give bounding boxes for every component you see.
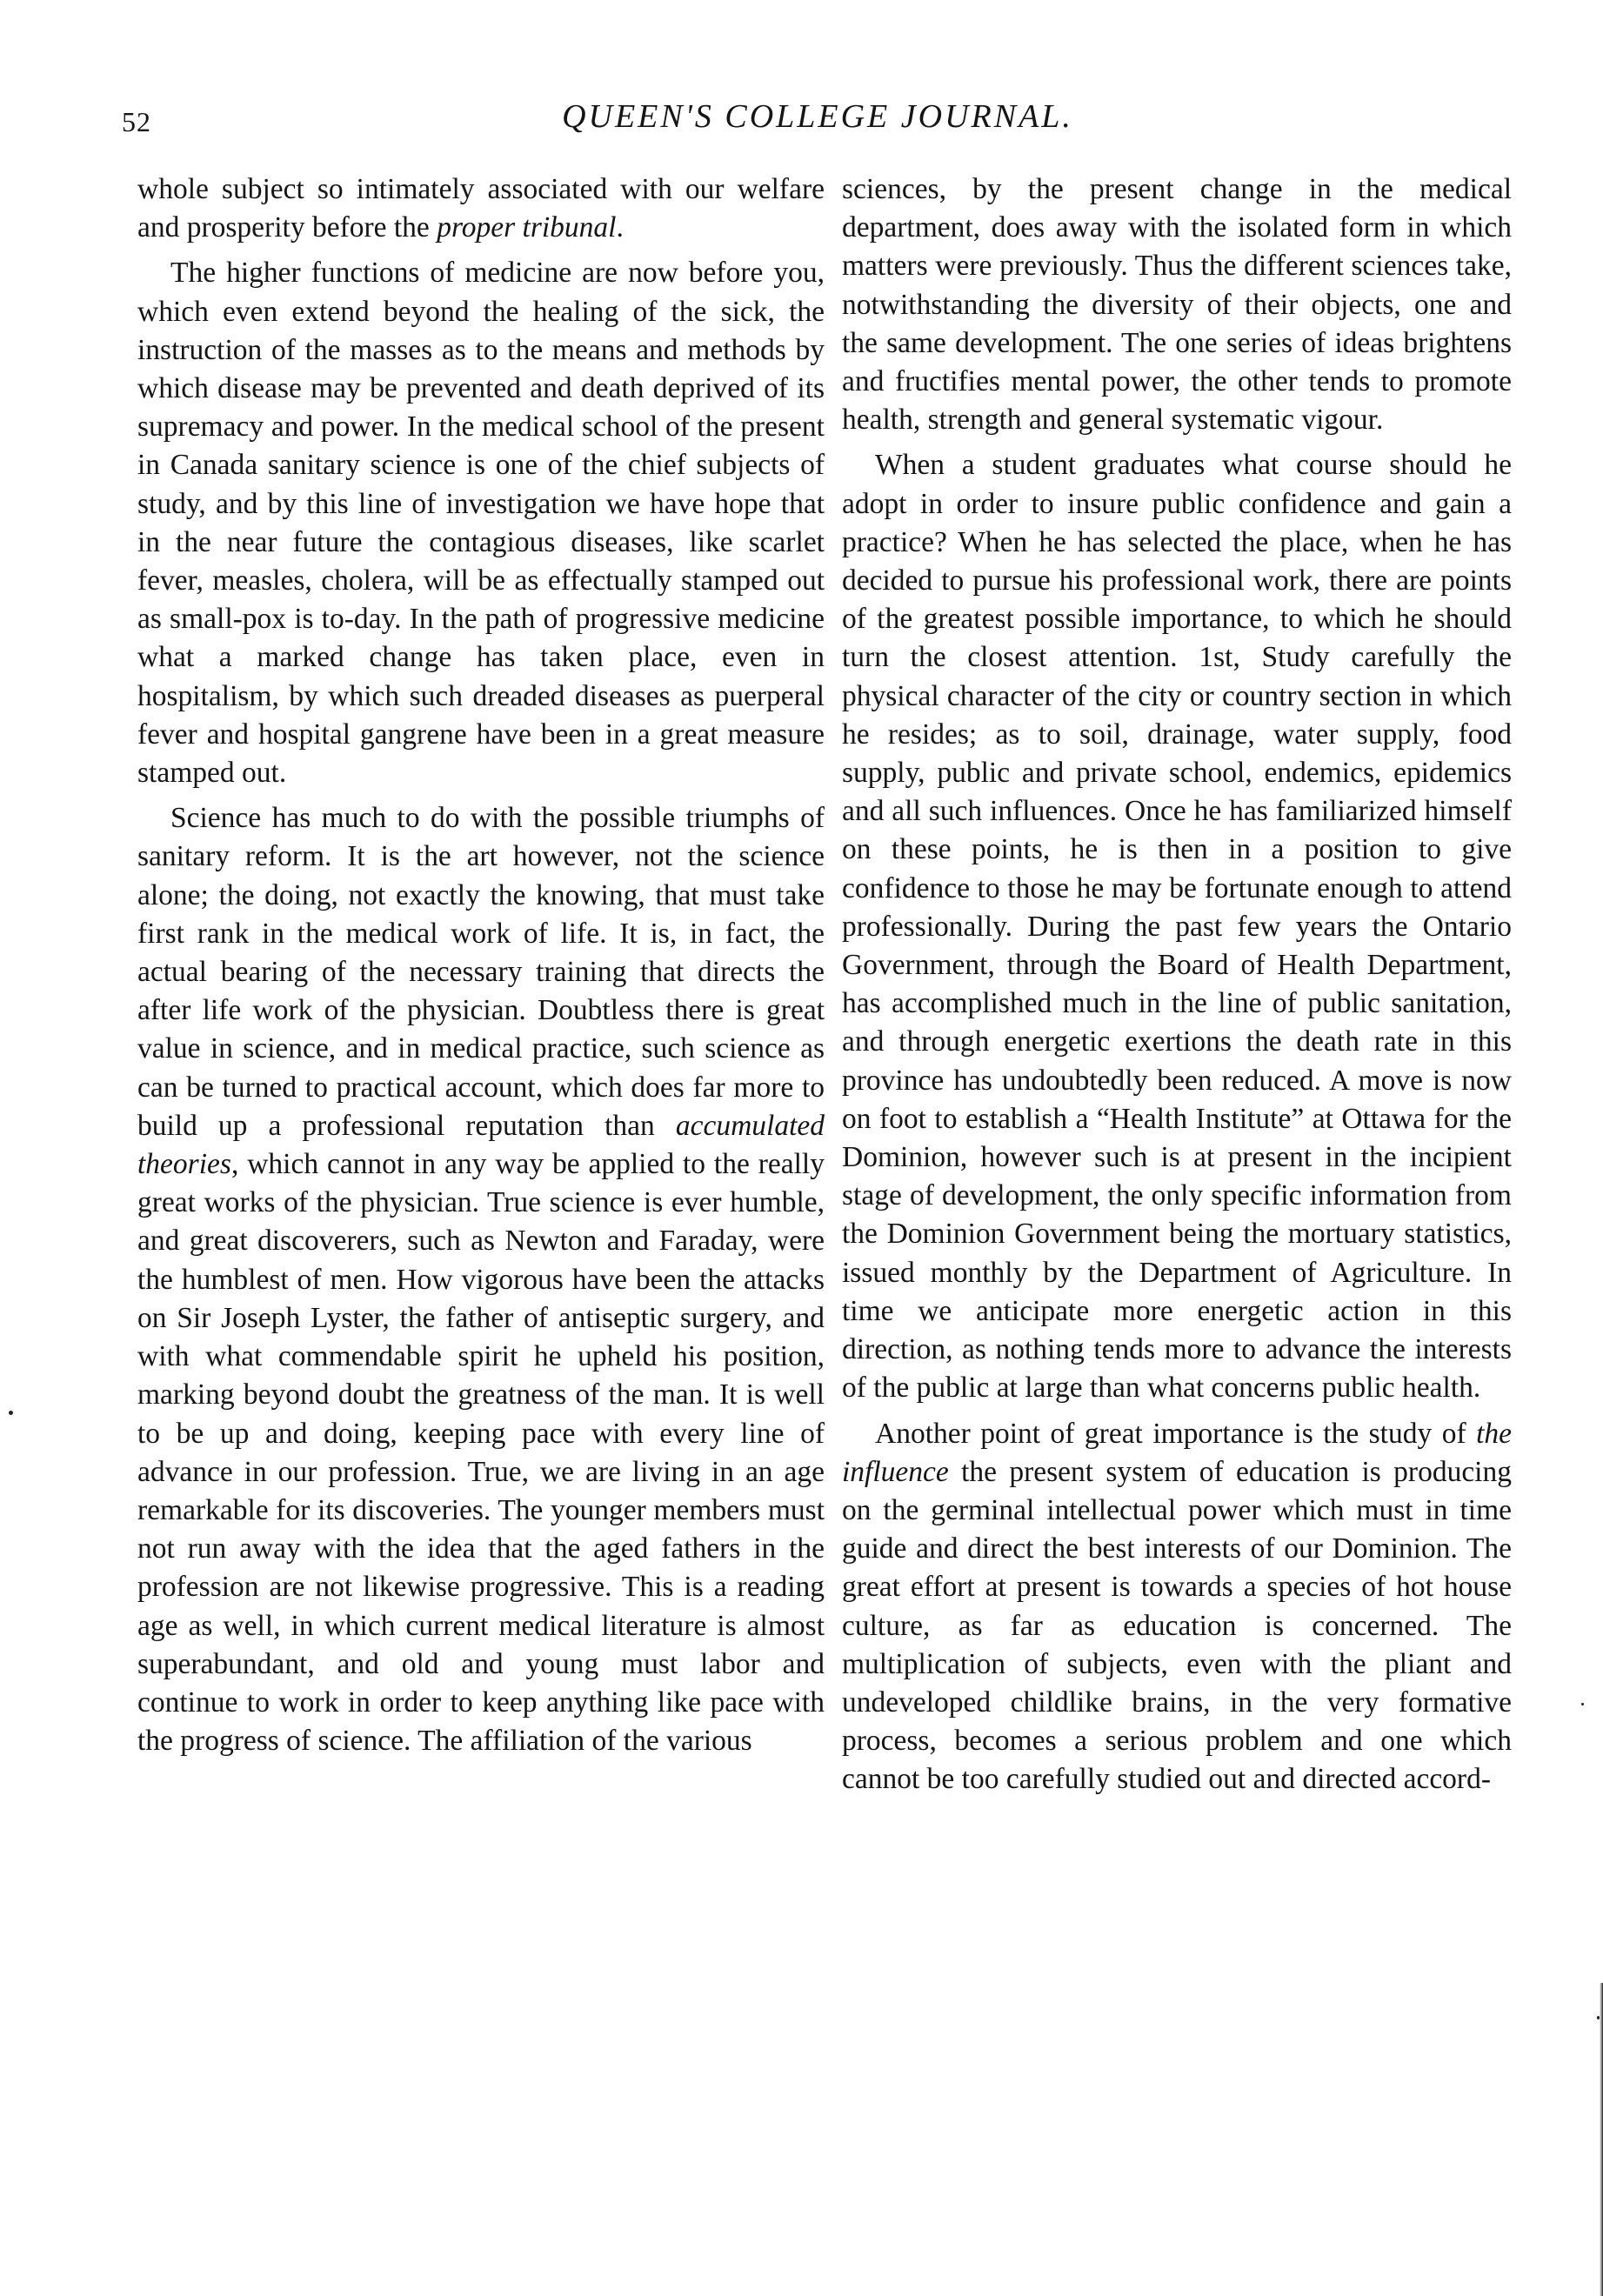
print-speck (9, 1411, 13, 1415)
left-column (137, 170, 825, 1767)
paragraph-text: whole subject so intimately associated with our welfare and prosperity before the (137, 173, 825, 244)
paragraph-text: . (616, 211, 624, 244)
paragraph-text: the present system of education is producing on the germinal intellectual power which must in time guide and direct the best interests of our Dominion. The great effort at present is towards a species of hot house culture, as far as education is concerned. The multiplication of subjects, even with the pliant and undeveloped childlike brains, in the very formative process, becomes a serious problem and one which cannot be too carefully studied out and directed accord- (842, 1455, 1512, 1796)
paragraph (842, 1415, 1512, 1799)
italic-phrase: accumulated theories (137, 1109, 825, 1181)
paragraph-text: Another point of great importance is the study of (875, 1417, 1477, 1450)
italic-phrase: proper tribunal (437, 211, 617, 244)
paragraph: When a student graduates what course should he adopt in order to insure public confidence and gain a practice? When he has selected the place, when he has decided to pursue his professional work, there are points of the greatest possible importance, to which he should turn the closest attention. 1st, Study carefully the physical character of the city or country section in which he resides; as to soil, drainage, water supply, food supply, public and private school, endemics, epidemics and all such influences. Once he has familiarized himself on these points, he is then in a position to give confidence to those he may be fortunate enough to attend professionally. During the past few years the Ontario Government, through the Board of Health Department, has accomplished much in the line of public sanitation, and through energetic exertions the death rate in this province has undoubtedly been reduced. A move is now on foot to establish a “Health Institute” at Ottawa for the Dominion, however such is at present in the incipient stage of development, the only specific information from the Dominion Government being the mortuary statistics, issued monthly by the Department of Agriculture. In time we anticipate more energetic action in this direction, as nothing tends more to advance the interests of the public at large than what concerns public health. (842, 449, 1512, 1405)
page-number: 52 (122, 106, 151, 137)
paragraph (137, 170, 825, 247)
paragraph-text: , which cannot in any way be applied to the really great works of the physician. True science is ever humble, and great discoverers, such as Newton and Faraday, were the humblest of men. How vigorous have been the attacks on Sir Joseph Lyster, the father of antiseptic surgery, and with what commendable spirit he upheld his position, marking beyond doubt the greatness of the man. It is well to be up and doing, keeping pace with every line of advance in our profession. True, we are living in an age remarkable for its discoveries. The younger members must not run away with the idea that the aged fathers in the profession are not likewise progressive. This is a reading age as well, in which current medical literature is almost superabundant, and old and young must labor and continue to work in order to keep anything like pace with the progress of science. The affiliation of the various (137, 1148, 825, 1758)
paragraph-text: Science has much to do with the possible triumphs of sanitary reform. It is the art however, not the science alone; the doing, not exactly the knowing, that must take first rank in the medical work of life. It is, in fact, the actual bearing of the necessary training that directs the after life work of the physician. Doubtless there is great value in science, and in medical practice, such science as can be turned to practical account, which does far more to build up a professional reputation than (137, 802, 825, 1142)
paragraph: The higher functions of medicine are now before you, which even extend beyond the healing of the sick, the instruction of the masses as to the means and methods by which disease may be prevented and death deprived of its supremacy and power. In the medical school of the present in Canada sanitary science is one of the chief subjects of study, and by this line of investigation we have hope that in the near future the contagious diseases, like scarlet fever, measles, cholera, will be as effectually stamped out as small-pox is to-day. In the path of progressive medicine what a marked change has taken place, even in hospitalism, by which such dreaded diseases as puerperal fever and hospital gangrene have been in a great measure stamped out. (137, 257, 825, 790)
running-title: QUEEN'S COLLEGE JOURNAL. (562, 98, 1073, 135)
print-speck (1581, 1703, 1584, 1705)
italic-phrase: the influence (842, 1417, 1512, 1488)
right-column (842, 170, 1512, 1806)
paragraph (137, 799, 825, 1760)
paragraph: sciences, by the present change in the medical department, does away with the isolated form in which matters were previously. Thus the different sciences take, notwithstanding the diversity of their objects, one and the same development. The one series of ideas brightens and fructifies mental power, the other tends to promote health, strength and general systematic vigour. (842, 173, 1512, 437)
page-edge-shadow (1600, 1983, 1603, 2296)
